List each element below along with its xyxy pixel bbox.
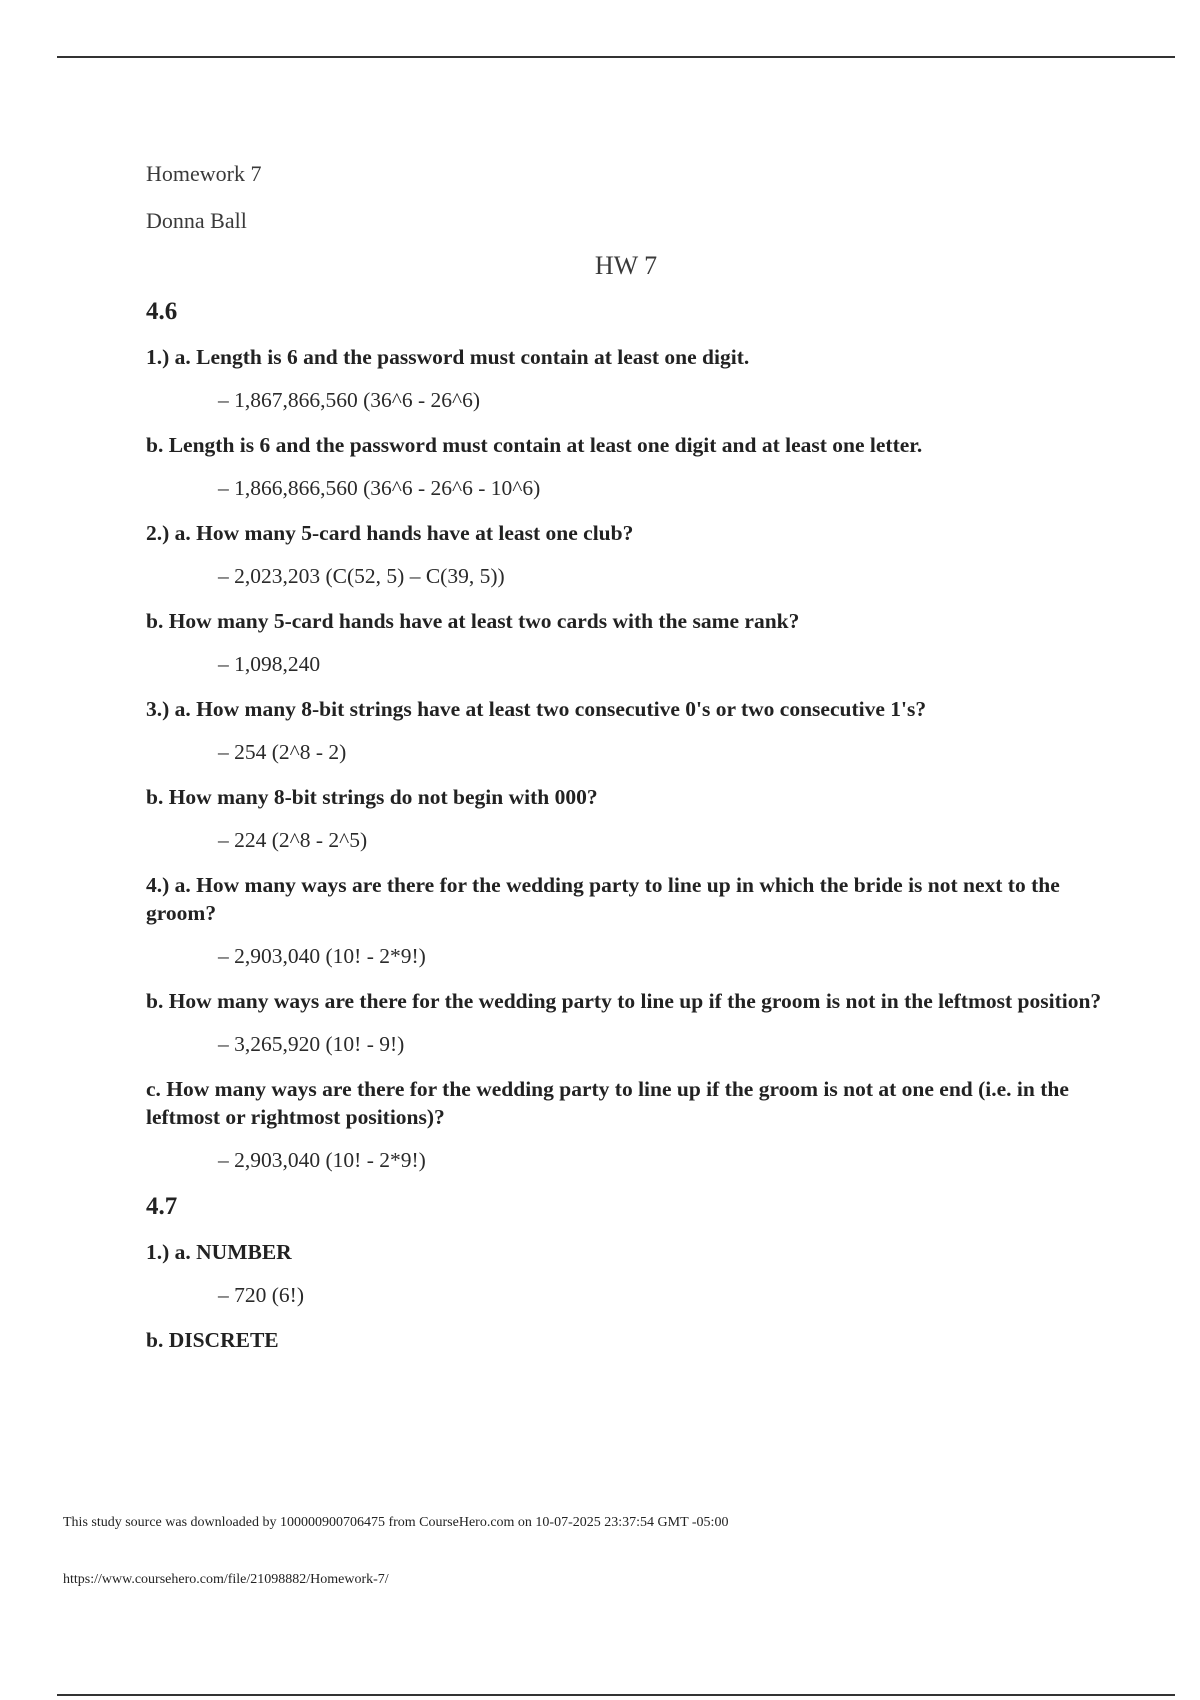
question: b. How many 5-card hands have at least two cards with the same rank? (146, 609, 800, 633)
answer: – 254 (2^8 - 2) (218, 740, 347, 764)
answer: – 1,866,866,560 (36^6 - 26^6 - 10^6) (218, 476, 541, 500)
question: b. How many 8-bit strings do not begin with 000? (146, 785, 598, 809)
answer: – 720 (6!) (218, 1283, 304, 1307)
question: c. How many ways are there for the wedding party to line up if the groom is not at one end (i.e. in the leftmost or rightmost positions)? (146, 1077, 1069, 1129)
section-heading: 4.7 (146, 1193, 178, 1220)
page-title: HW 7 (594, 251, 658, 280)
bottom-rule (57, 1694, 1175, 1696)
answer: – 224 (2^8 - 2^5) (218, 828, 368, 852)
question: 1.) a. Length is 6 and the password must contain at least one digit. (146, 345, 750, 369)
question: 3.) a. How many 8-bit strings have at least two consecutive 0's or two consecutive 1's? (146, 697, 927, 721)
question: b. DISCRETE (146, 1328, 279, 1352)
answer: – 1,867,866,560 (36^6 - 26^6) (218, 388, 481, 412)
question: 1.) a. NUMBER (146, 1240, 292, 1264)
meta-title: Homework 7 (146, 161, 262, 186)
section-heading: 4.6 (146, 298, 178, 325)
document-body (146, 160, 1106, 1369)
answer: – 2,903,040 (10! - 2*9!) (218, 944, 426, 968)
download-source-note: This study source was downloaded by 100000900706475 from CourseHero.com on 10-07-2025 23:37:54 GMT -05:00 (63, 1515, 729, 1530)
question: 4.) a. How many ways are there for the wedding party to line up in which the bride is not next to the groom? (146, 873, 1060, 925)
source-url: https://www.coursehero.com/file/21098882/Homework-7/ (63, 1572, 389, 1587)
top-rule (57, 56, 1175, 58)
answer: – 2,903,040 (10! - 2*9!) (218, 1148, 426, 1172)
question: b. Length is 6 and the password must contain at least one digit and at least one letter. (146, 433, 923, 457)
question: 2.) a. How many 5-card hands have at least one club? (146, 521, 634, 545)
answer: – 1,098,240 (218, 652, 321, 676)
answer: – 2,023,203 (C(52, 5) – C(39, 5)) (218, 564, 505, 588)
meta-author: Donna Ball (146, 208, 247, 233)
question: b. How many ways are there for the wedding party to line up if the groom is not in the leftmost position? (146, 989, 1102, 1013)
answer: – 3,265,920 (10! - 9!) (218, 1032, 405, 1056)
